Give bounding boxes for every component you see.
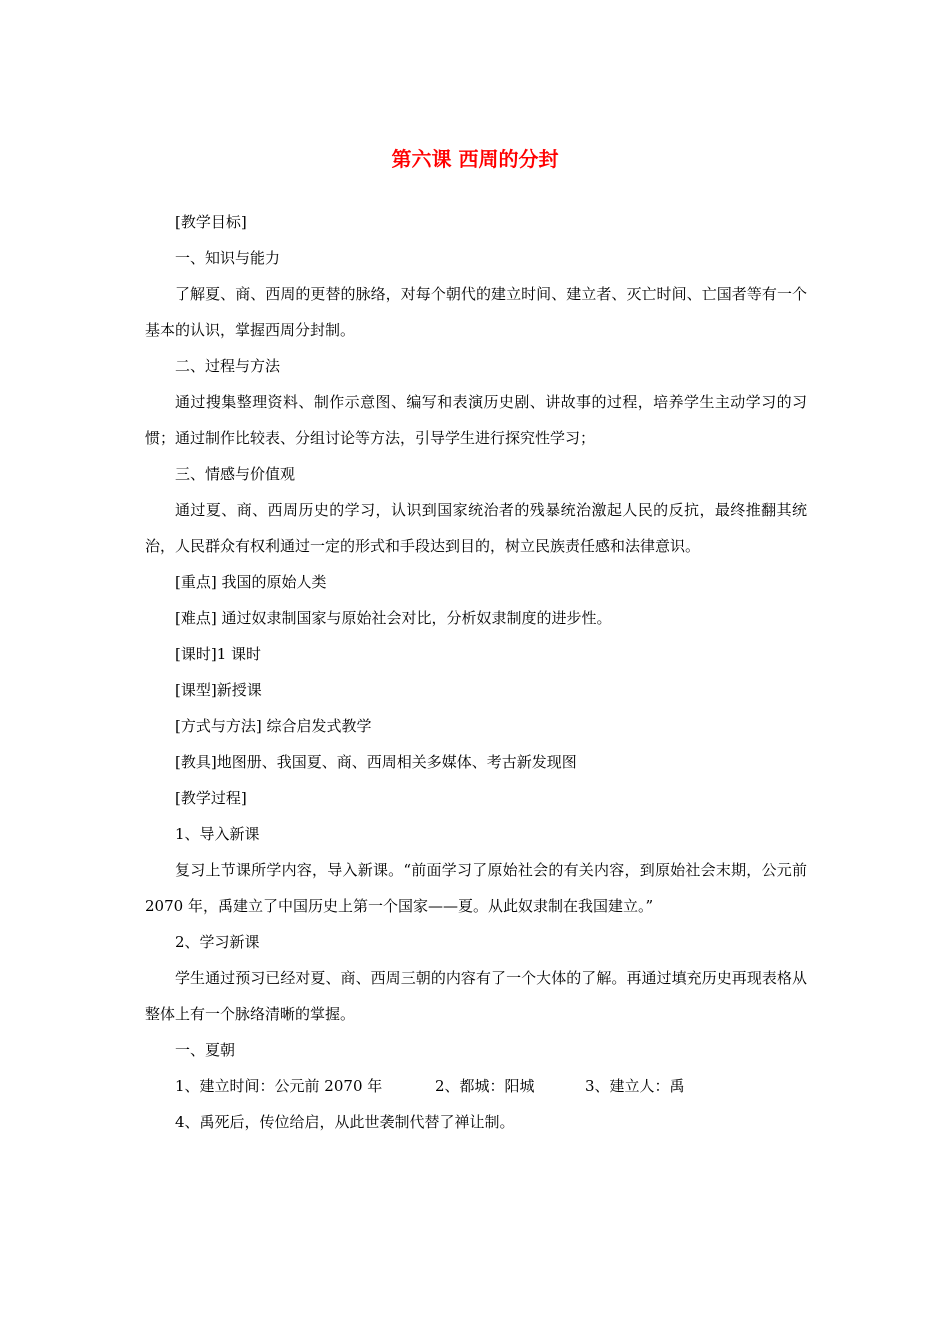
- section-process-heading: 二、过程与方法: [175, 357, 281, 375]
- section-values-text: 通过夏、商、西周历史的学习，认识到国家统治者的残暴统治激起人民的反抗，最终推翻其统治，人民群众有权利通过一定的形式和手段达到目的，树立民族责任感和法律意识。: [145, 501, 807, 555]
- document-body: [145, 204, 807, 1140]
- xia-facts-row: [145, 1068, 807, 1104]
- xia-capital: 2、都城：阳城: [435, 1077, 535, 1095]
- xia-founding-time: 1、建立时间：公元前 2070 年: [175, 1077, 383, 1095]
- step2-text: 学生通过预习已经对夏、商、西周三朝的内容有了一个大体的了解。再通过填充历史再现表格从整体上有一个脉络清晰的掌握。: [145, 969, 807, 1023]
- xia-founder: 3、建立人：禹: [585, 1077, 685, 1095]
- teaching-goals-heading: [教学目标]: [175, 213, 247, 231]
- step1-heading: 1、导入新课: [175, 825, 260, 843]
- step2-heading: 2、学习新课: [175, 933, 260, 951]
- teaching-process-heading: [教学过程]: [175, 789, 247, 807]
- teaching-method: [方式与方法] 综合启发式教学: [175, 717, 372, 735]
- page-title: 第六课 西周的分封: [391, 147, 559, 171]
- xia-succession: 4、禹死后，传位给启，从此世袭制代替了禅让制。: [175, 1113, 515, 1131]
- step1-text: 复习上节课所学内容，导入新课。“前面学习了原始社会的有关内容，到原始社会末期，公元前 2070 年，禹建立了中国历史上第一个国家——夏。从此奴隶制在我国建立。”: [145, 861, 807, 915]
- xia-heading: 一、夏朝: [175, 1041, 236, 1059]
- class-period: [课时]1 课时: [175, 645, 262, 663]
- difficult-point: [难点] 通过奴隶制国家与原始社会对比，分析奴隶制度的进步性。: [175, 609, 612, 627]
- section-process-text: 通过搜集整理资料、制作示意图、编写和表演历史剧、讲故事的过程，培养学生主动学习的习惯；通过制作比较表、分组讨论等方法，引导学生进行探究性学习；: [145, 393, 807, 447]
- section-knowledge-heading: 一、知识与能力: [175, 249, 281, 267]
- key-point: [重点] 我国的原始人类: [175, 573, 327, 591]
- lesson-type: [课型]新授课: [175, 681, 262, 699]
- section-knowledge-text: 了解夏、商、西周的更替的脉络，对每个朝代的建立时间、建立者、灭亡时间、亡国者等有一个基本的认识，掌握西周分封制。: [145, 285, 807, 339]
- section-values-heading: 三、情感与价值观: [175, 465, 296, 483]
- teaching-tools: [教具]地图册、我国夏、商、西周相关多媒体、考古新发现图: [175, 753, 577, 771]
